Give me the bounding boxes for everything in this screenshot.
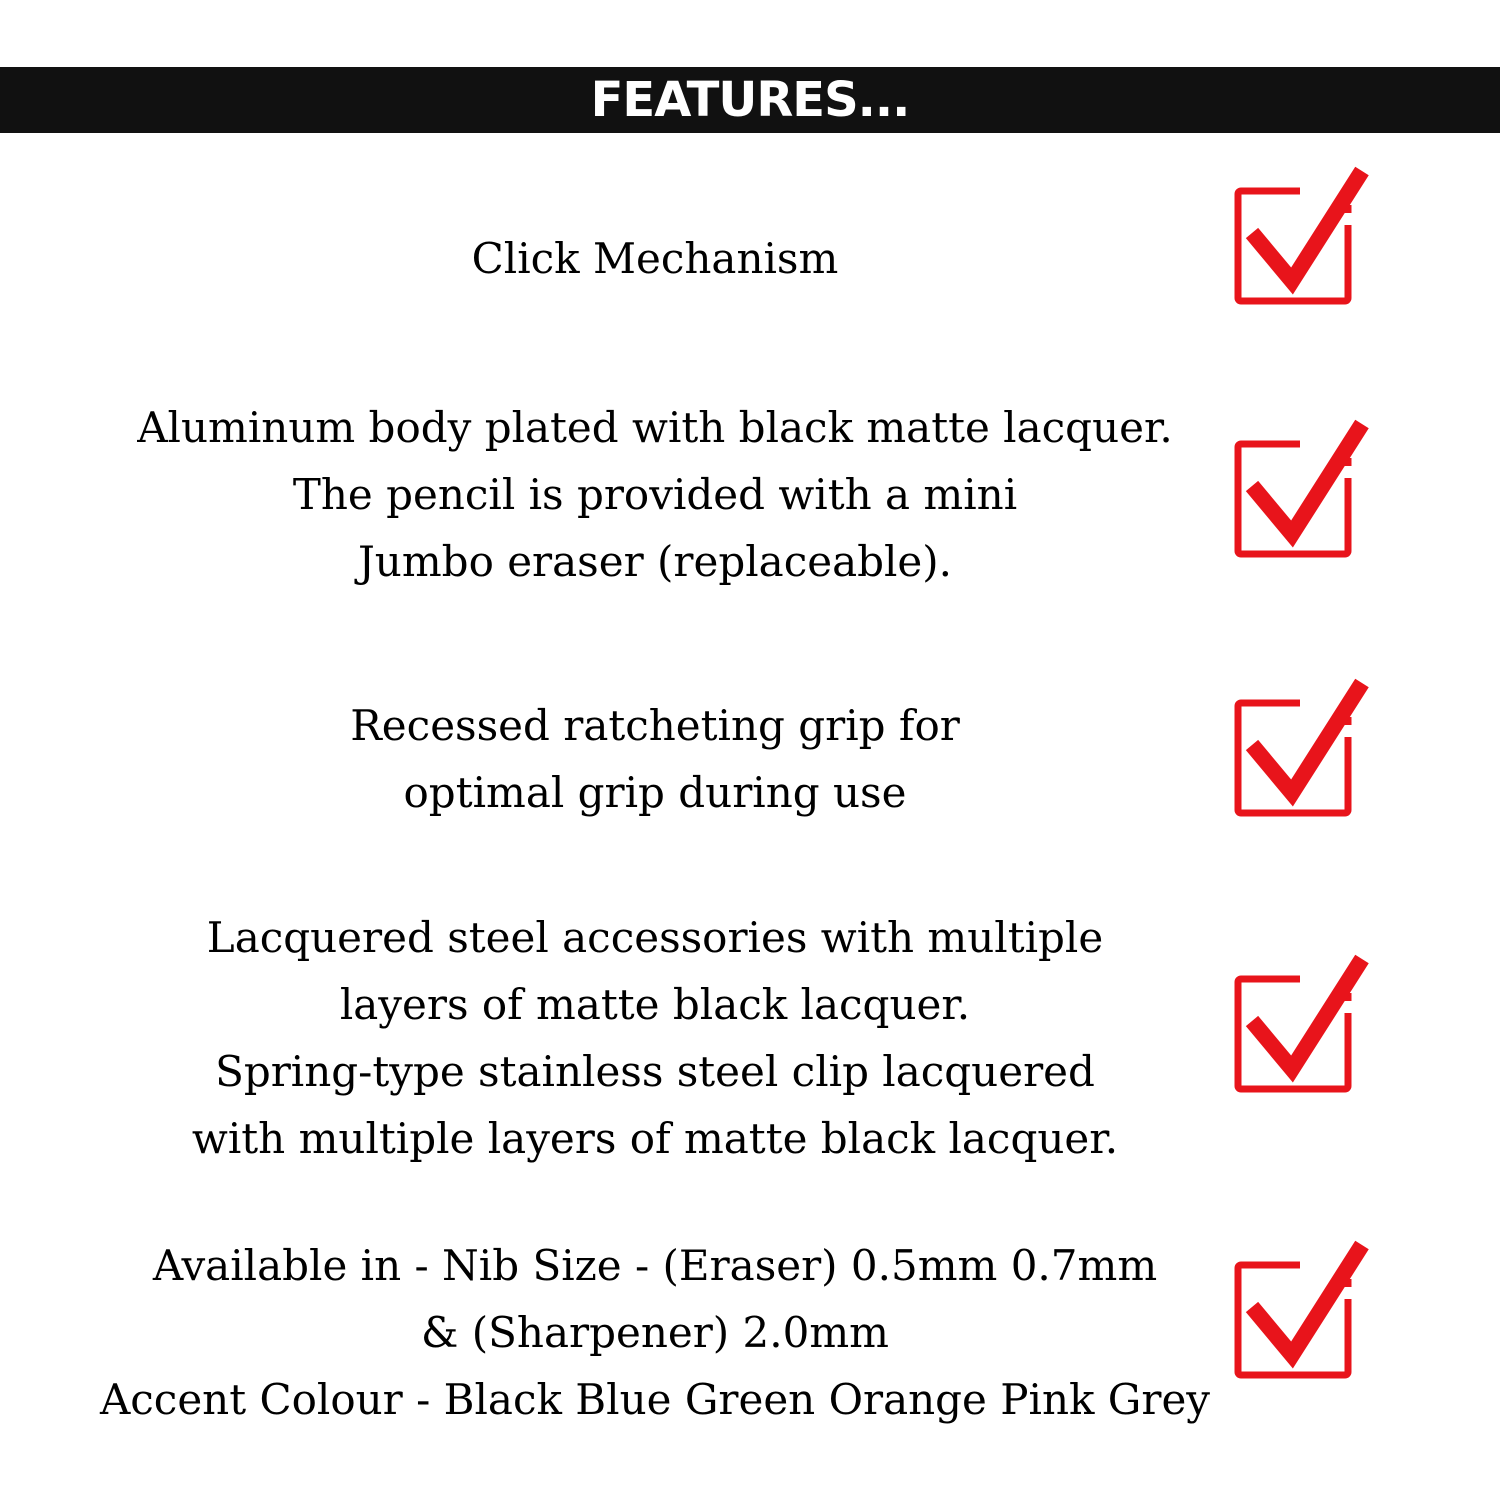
feature-2-line-1: Aluminum body plated with black matte lacquer.	[137, 403, 1173, 452]
feature-2-text	[30, 394, 1280, 595]
feature-1-checkbox-icon	[1230, 163, 1370, 308]
feature-4-checkbox-icon	[1230, 951, 1370, 1096]
feature-5-line-3: Accent Colour - Black Blue Green Orange Pink Grey	[99, 1375, 1211, 1424]
feature-3-checkbox-icon	[1230, 675, 1370, 820]
features-title: FEATURES...	[590, 72, 910, 128]
feature-4-line-1: Lacquered steel accessories with multiple	[206, 913, 1104, 962]
feature-3-text	[30, 692, 1280, 826]
feature-4-line-3: Spring-type stainless steel clip lacquered	[215, 1047, 1095, 1096]
feature-3-line-1: Recessed ratcheting grip for	[350, 701, 960, 750]
feature-4-line-4: with multiple layers of matte black lacquer.	[191, 1114, 1119, 1163]
feature-4-text	[30, 904, 1280, 1172]
feature-3-line-2: optimal grip during use	[403, 768, 907, 817]
feature-4-line-2: layers of matte black lacquer.	[339, 980, 971, 1029]
feature-5-checkbox-icon	[1230, 1237, 1370, 1382]
feature-1-line-1: Click Mechanism	[471, 234, 839, 283]
features-header-bar	[0, 67, 1500, 133]
feature-1-text	[30, 225, 1280, 292]
feature-2-checkbox-icon	[1230, 416, 1370, 561]
feature-5-line-2: & (Sharpener) 2.0mm	[421, 1308, 889, 1357]
feature-5-line-1: Available in - Nib Size - (Eraser) 0.5mm 0.7mm	[152, 1241, 1158, 1290]
feature-2-line-3: Jumbo eraser (replaceable).	[357, 537, 953, 586]
feature-5-text	[30, 1232, 1280, 1433]
feature-2-line-2: The pencil is provided with a mini	[292, 470, 1018, 519]
